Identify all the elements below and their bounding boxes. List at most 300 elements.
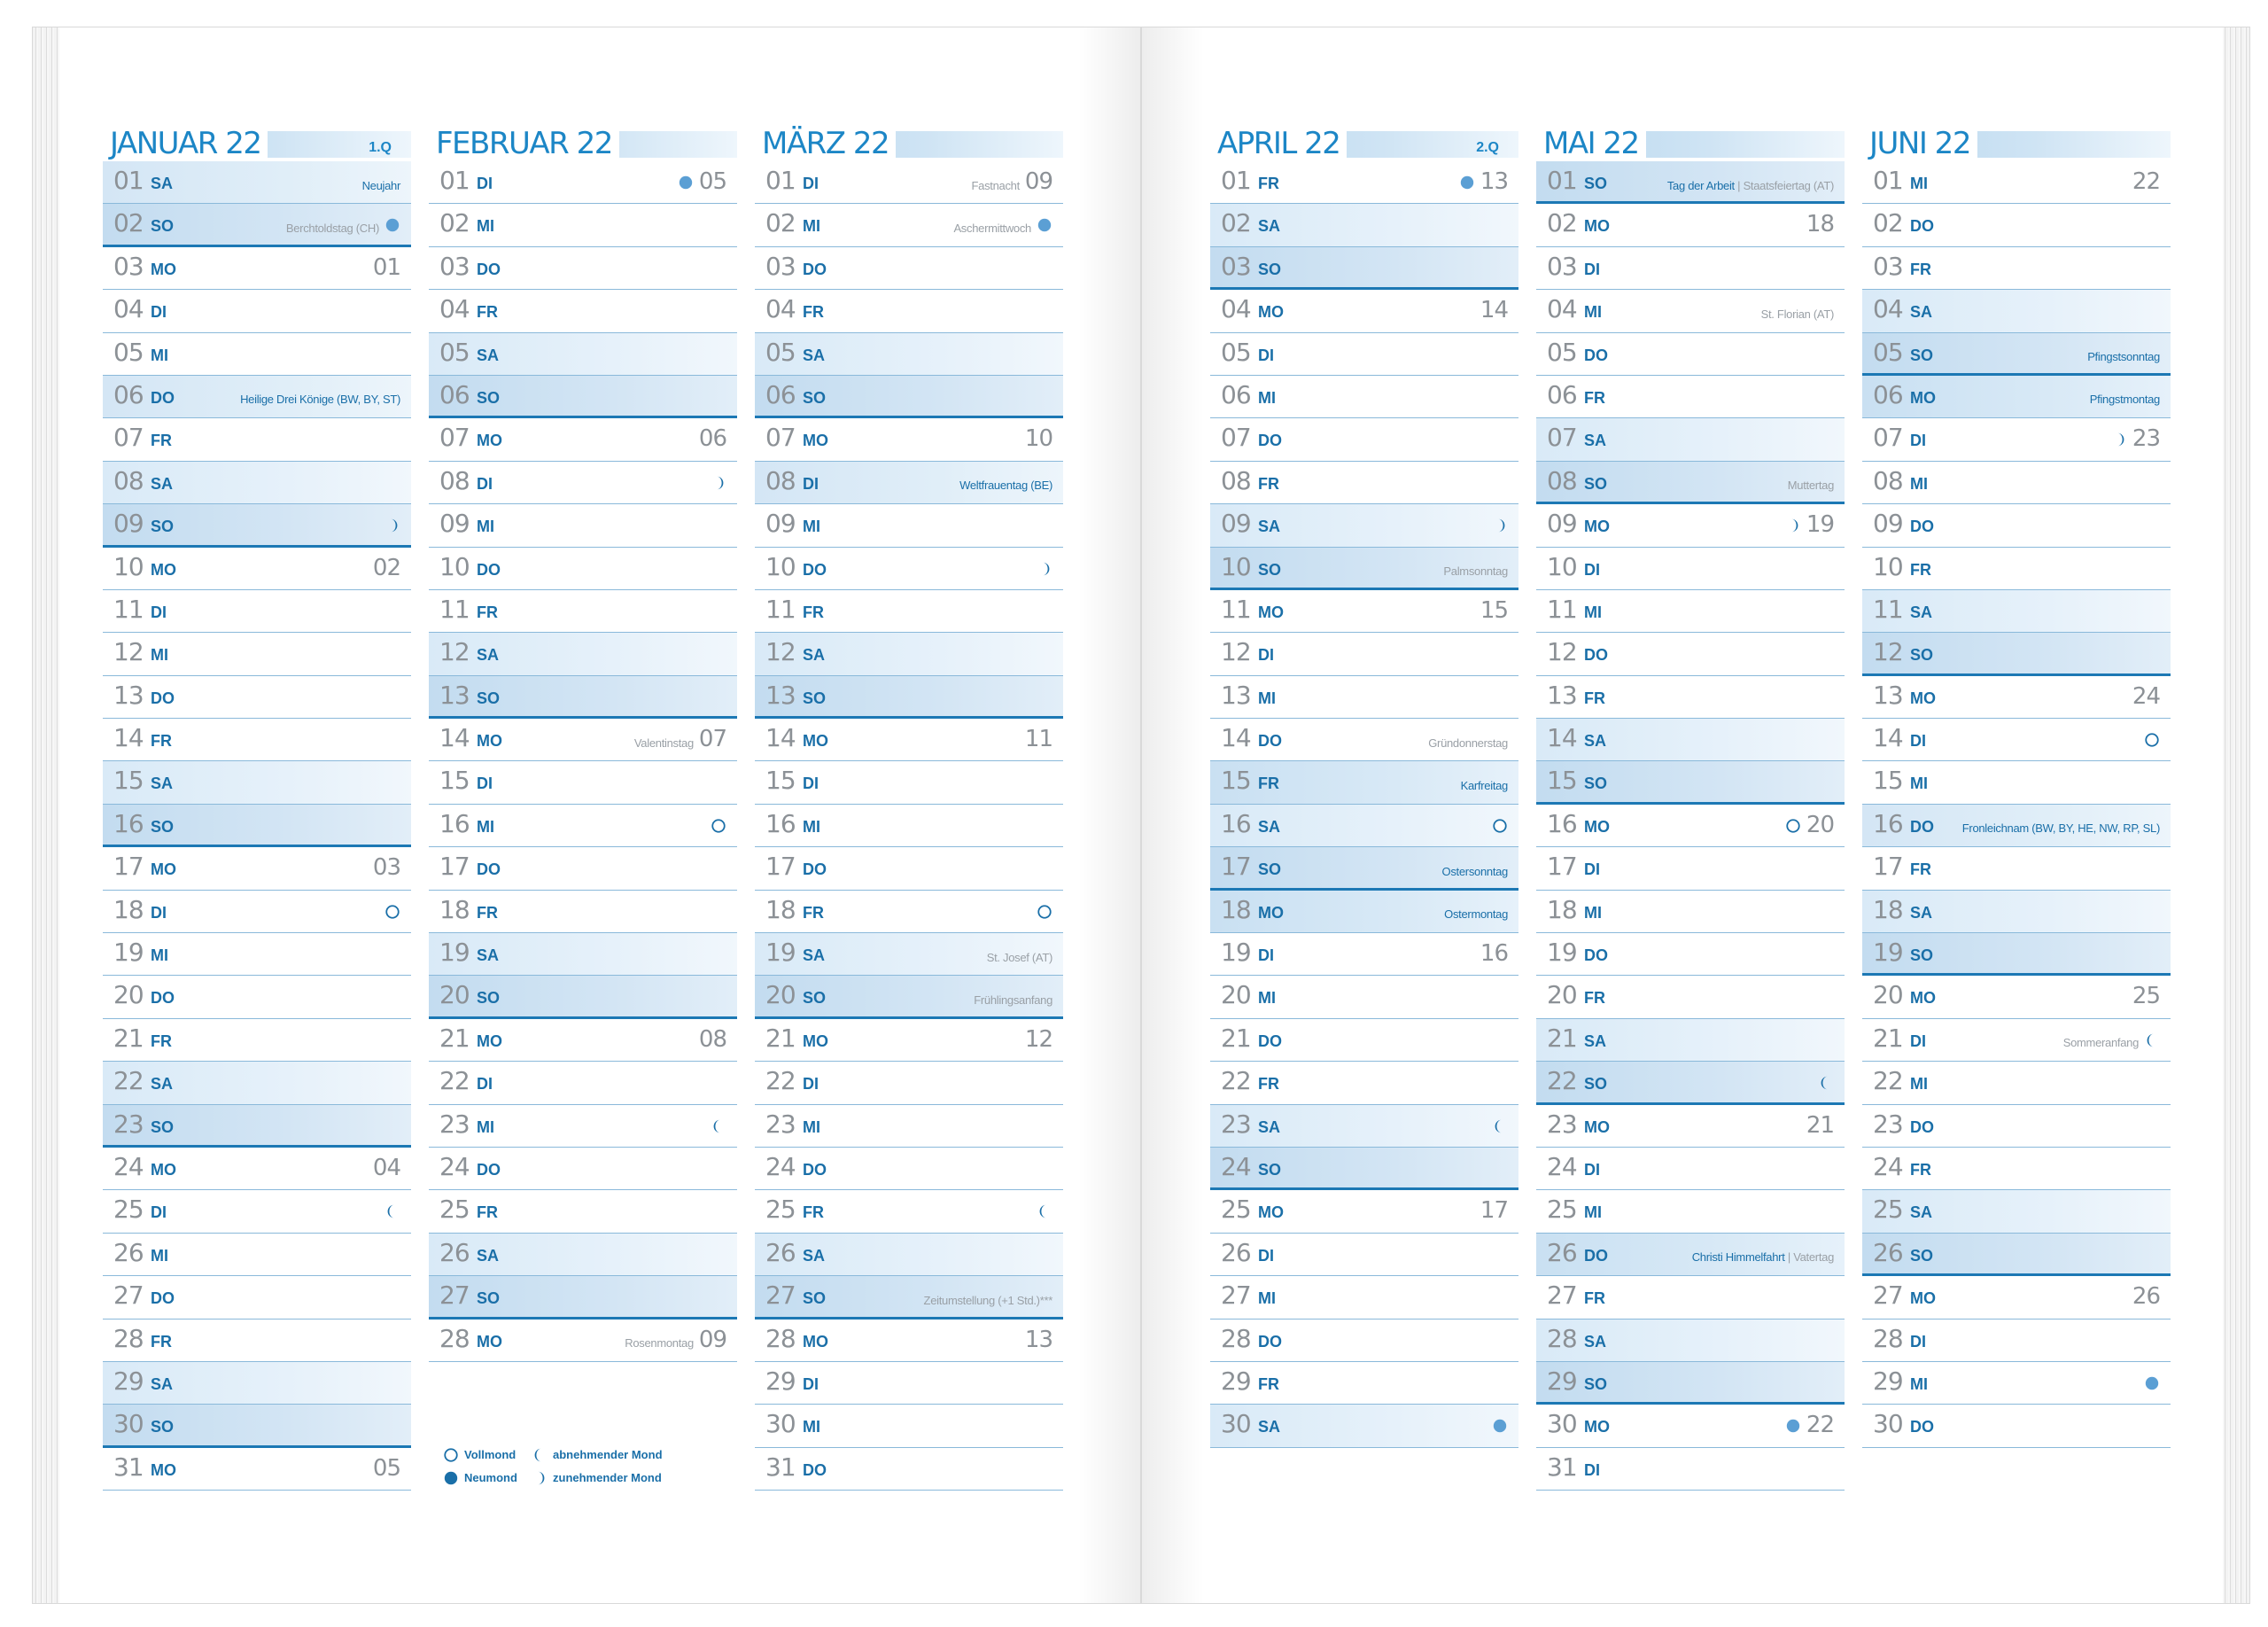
weekday-label: FR	[1258, 1374, 1279, 1393]
calendar-week-number: 04	[372, 1154, 400, 1181]
day-number: 12	[1873, 637, 1903, 667]
day-row	[1210, 761, 1518, 804]
new-moon-icon	[678, 175, 694, 191]
day-row	[1536, 333, 1845, 376]
day-number: 11	[1221, 594, 1251, 624]
day-annotations	[1692, 1236, 1834, 1272]
day-row	[103, 891, 411, 933]
weekday-label: MI	[1910, 1374, 1928, 1393]
weekday-label: MO	[477, 432, 502, 450]
holiday-note	[1667, 179, 1834, 192]
weekday-label: MI	[477, 817, 494, 836]
day-row	[1536, 891, 1845, 933]
weekday-label: MO	[1584, 1418, 1610, 1436]
day-number: 31	[765, 1452, 796, 1482]
day-row	[755, 376, 1063, 418]
gutter-shadow	[1142, 27, 1204, 1603]
day-number: 08	[1221, 465, 1251, 495]
day-row	[1536, 504, 1845, 547]
day-number: 31	[1547, 1452, 1577, 1482]
weekday-label: SA	[1258, 518, 1281, 536]
day-annotations	[373, 250, 400, 285]
calendar-week-number: 13	[1024, 1326, 1052, 1353]
day-row	[1210, 1062, 1518, 1104]
calendar-week-number: 05	[372, 1454, 400, 1482]
calendar-week-number: 20	[1806, 811, 1834, 838]
day-annotations	[924, 1279, 1052, 1314]
waxing-moon-icon	[1037, 561, 1052, 577]
weekday-label: DO	[803, 1160, 827, 1179]
weekday-label: SO	[1584, 1374, 1608, 1393]
day-number: 01	[1221, 166, 1251, 195]
waxing-moon-icon	[384, 518, 400, 533]
weekday-label: DI	[1910, 432, 1926, 450]
day-row	[1536, 1148, 1845, 1190]
holiday-note	[974, 993, 1052, 1007]
day-annotations	[699, 1022, 726, 1057]
calendar-week-number: 16	[1480, 940, 1508, 968]
day-annotations	[1788, 464, 1834, 500]
day-row	[1862, 247, 2171, 290]
day-row	[1210, 548, 1518, 590]
weekday-label: DO	[151, 689, 175, 707]
weekday-label: FR	[1910, 1160, 1931, 1179]
weekday-label: MO	[151, 1460, 176, 1479]
weekday-label: FR	[1584, 989, 1605, 1008]
day-row	[429, 1105, 737, 1148]
day-number: 16	[765, 808, 796, 838]
day-number: 29	[765, 1366, 796, 1396]
waning-moon-icon	[1818, 1075, 1834, 1091]
weekday-label: DI	[803, 474, 819, 493]
day-number: 11	[113, 594, 144, 624]
day-number: 24	[439, 1151, 470, 1181]
day-row	[1862, 847, 2171, 890]
day-row	[1862, 676, 2171, 719]
weekday-label: SO	[477, 1289, 501, 1308]
waning-moon-icon	[1492, 1118, 1508, 1134]
weekday-label: DI	[803, 1374, 819, 1393]
calendar-week-number: 06	[698, 425, 726, 453]
day-number: 07	[1221, 423, 1251, 453]
day-row	[755, 290, 1063, 332]
moon-legend	[443, 1446, 709, 1499]
day-number: 01	[439, 166, 470, 195]
day-row	[755, 847, 1063, 890]
holiday-name: Christi Himmelfahrt	[1691, 1250, 1785, 1265]
day-row	[1536, 1362, 1845, 1405]
day-number: 19	[765, 938, 796, 968]
day-number: 03	[1221, 251, 1251, 281]
day-row	[429, 976, 737, 1018]
day-number: 06	[765, 379, 796, 409]
day-number: 30	[1221, 1409, 1251, 1439]
day-row	[103, 933, 411, 976]
day-number: 07	[439, 423, 470, 453]
day-number: 09	[765, 509, 796, 539]
weekday-label: DO	[151, 1289, 175, 1308]
day-number: 08	[439, 465, 470, 495]
day-annotations	[1480, 1193, 1508, 1228]
calendar-week-number: 02	[372, 554, 400, 581]
day-number: 10	[1873, 551, 1903, 581]
calendar-week-number: 13	[1480, 168, 1508, 195]
day-number: 21	[1221, 1023, 1251, 1053]
weekday-label: DO	[1258, 1332, 1282, 1351]
weekday-label: MI	[151, 1246, 168, 1265]
weekday-label: DO	[1910, 1117, 1934, 1136]
day-number: 04	[1221, 294, 1251, 324]
day-annotations	[1025, 1022, 1052, 1057]
day-row	[1862, 805, 2171, 847]
day-number: 27	[1547, 1281, 1577, 1311]
day-number: 26	[765, 1237, 796, 1267]
day-annotations	[1025, 421, 1052, 456]
day-number: 27	[765, 1281, 796, 1311]
calendar-week-number: 05	[698, 168, 726, 195]
day-row	[1210, 1276, 1518, 1319]
day-row	[1536, 1019, 1845, 1062]
holiday-note	[1461, 779, 1508, 792]
new-moon-icon	[1785, 1418, 1801, 1434]
holiday-name: Fastnacht	[971, 178, 1020, 192]
day-row	[429, 1148, 737, 1190]
weekday-label: SO	[1258, 1160, 1282, 1179]
day-annotations	[2132, 164, 2160, 199]
day-number: 09	[439, 509, 470, 539]
waxing-moon-icon	[532, 1470, 548, 1486]
day-row	[1862, 891, 2171, 933]
waning-moon-icon	[384, 1203, 400, 1219]
calendar-week-number: 17	[1480, 1197, 1508, 1225]
day-annotations	[240, 378, 400, 414]
weekday-label: MO	[1910, 388, 1936, 407]
day-number: 30	[765, 1409, 796, 1439]
day-number: 03	[113, 251, 144, 281]
day-annotations	[699, 421, 726, 456]
day-annotations	[373, 850, 400, 885]
day-row	[1862, 1148, 2171, 1190]
day-row	[1210, 891, 1518, 933]
day-number: 25	[113, 1195, 144, 1225]
new-moon-icon	[443, 1470, 459, 1486]
day-row	[429, 333, 737, 376]
day-annotations	[953, 206, 1052, 242]
day-row	[1862, 290, 2171, 332]
month-column	[1210, 97, 1518, 1448]
weekday-label: FR	[477, 903, 498, 922]
day-row	[103, 161, 411, 204]
weekday-label: SO	[1258, 860, 1282, 879]
weekday-label: DO	[1258, 732, 1282, 751]
day-row	[755, 633, 1063, 675]
weekday-label: FR	[1584, 1289, 1605, 1308]
day-row	[103, 504, 411, 547]
weekday-label: SA	[151, 1374, 174, 1393]
day-row	[103, 1148, 411, 1190]
day-row	[755, 418, 1063, 461]
day-row	[103, 204, 411, 246]
holiday-name: Fronleichnam (BW, BY, HE, NW, RP, SL)	[1961, 821, 2160, 836]
day-row	[1210, 590, 1518, 633]
weekday-label: MO	[477, 1031, 502, 1050]
day-number: 02	[1221, 208, 1251, 238]
day-annotations	[2132, 1279, 2160, 1314]
weekday-label: MI	[477, 518, 494, 536]
weekday-label: MI	[1584, 1203, 1602, 1222]
day-row	[1536, 247, 1845, 290]
day-number: 06	[113, 379, 144, 409]
day-number: 24	[765, 1151, 796, 1181]
holiday-note	[1443, 564, 1508, 578]
day-number: 06	[1873, 379, 1903, 409]
day-annotations	[1492, 507, 1508, 542]
weekday-label: DI	[1258, 946, 1274, 965]
weekday-label: SA	[151, 1075, 174, 1094]
day-row	[755, 1190, 1063, 1233]
weekday-label: MI	[803, 1418, 820, 1436]
new-moon-icon	[1037, 217, 1052, 233]
note-separator: |	[1784, 1250, 1794, 1265]
weekday-label: MO	[477, 1332, 502, 1351]
weekday-label: DO	[803, 260, 827, 278]
legend-new-moon	[443, 1469, 517, 1485]
day-row	[1210, 633, 1518, 675]
day-number: 11	[1547, 594, 1577, 624]
day-row	[103, 1190, 411, 1233]
holiday-note	[1788, 479, 1834, 492]
day-number: 23	[1873, 1109, 1903, 1139]
day-number: 10	[765, 551, 796, 581]
day-annotations	[1806, 206, 1834, 242]
holiday-note	[1761, 307, 1834, 321]
day-annotations	[974, 978, 1052, 1014]
month-column	[429, 97, 737, 1362]
weekday-label: MO	[1584, 217, 1610, 236]
day-row	[755, 1148, 1063, 1190]
weekday-label: DO	[1584, 346, 1608, 364]
day-number: 01	[113, 166, 144, 195]
weekday-label: SO	[1584, 775, 1608, 793]
weekday-label: MO	[1910, 689, 1936, 707]
weekday-label: FR	[1258, 175, 1279, 192]
waxing-moon-icon	[2111, 432, 2127, 448]
weekday-label: MI	[151, 646, 168, 665]
day-number: 14	[113, 723, 144, 753]
legend-label: Neumond	[464, 1470, 517, 1484]
weekday-label: SO	[803, 1289, 827, 1308]
day-row	[755, 1405, 1063, 1447]
day-row	[1210, 847, 1518, 890]
day-number: 16	[1547, 808, 1577, 838]
day-row	[103, 1362, 411, 1405]
day-number: 15	[1221, 766, 1251, 796]
day-number: 20	[765, 980, 796, 1010]
day-annotations	[1037, 1193, 1052, 1228]
day-number: 09	[1547, 509, 1577, 539]
day-annotations	[373, 550, 400, 586]
day-row	[103, 376, 411, 418]
holiday-note	[362, 179, 400, 192]
day-number: 22	[1221, 1066, 1251, 1096]
day-number: 25	[439, 1195, 470, 1225]
day-row	[1536, 933, 1845, 976]
day-row	[1862, 504, 2171, 547]
day-row	[103, 1062, 411, 1104]
day-row	[1536, 1105, 1845, 1148]
day-row	[1536, 676, 1845, 719]
weekday-label: MO	[803, 732, 828, 751]
weekday-label: MO	[803, 432, 828, 450]
holiday-note	[1428, 736, 1508, 750]
holiday-name: Frühlingsanfang	[974, 993, 1052, 1007]
weekday-label: MO	[1910, 989, 1936, 1008]
day-row	[1536, 976, 1845, 1018]
day-row	[429, 761, 737, 804]
day-annotations	[625, 1322, 726, 1358]
day-row	[1210, 976, 1518, 1018]
day-number: 07	[1873, 423, 1903, 453]
weekday-label: DI	[151, 1203, 167, 1222]
day-row	[1536, 805, 1845, 847]
weekday-label: FR	[1258, 1075, 1279, 1094]
weekday-label: DI	[1584, 560, 1600, 579]
weekday-label: DI	[1258, 646, 1274, 665]
day-number: 10	[1221, 551, 1251, 581]
day-row	[103, 548, 411, 590]
day-number: 16	[1873, 808, 1903, 838]
day-number: 04	[439, 294, 470, 324]
holiday-note	[959, 479, 1052, 492]
weekday-label: DO	[1258, 432, 1282, 450]
day-row	[103, 462, 411, 504]
day-number: 14	[1873, 723, 1903, 753]
day-number: 25	[1221, 1195, 1251, 1225]
day-annotations	[1492, 1108, 1508, 1143]
day-row	[1210, 676, 1518, 719]
weekday-label: SA	[1258, 217, 1281, 236]
month-header	[1536, 97, 1845, 161]
calendar-week-number: 22	[1806, 1412, 1834, 1439]
day-number: 07	[765, 423, 796, 453]
day-number: 27	[1221, 1281, 1251, 1311]
day-annotations	[384, 893, 400, 929]
holiday-name-secondary: Staatsfeiertag (AT)	[1743, 178, 1834, 192]
day-row	[1536, 161, 1845, 204]
day-number: 27	[113, 1281, 144, 1311]
day-row	[755, 1448, 1063, 1491]
day-row	[1862, 590, 2171, 633]
holiday-name: Sommeranfang	[2062, 1036, 2139, 1050]
weekday-label: SO	[477, 388, 501, 407]
day-row	[1210, 161, 1518, 204]
day-row	[429, 891, 737, 933]
day-row	[1536, 847, 1845, 890]
day-row	[103, 719, 411, 761]
weekday-label: MI	[803, 1117, 820, 1136]
day-row	[1536, 761, 1845, 804]
day-number: 18	[1221, 894, 1251, 924]
day-number: 13	[113, 680, 144, 710]
weekday-label: DI	[151, 903, 167, 922]
weekday-label: MI	[1910, 1075, 1928, 1094]
weekday-label: MI	[803, 217, 820, 236]
day-number: 14	[1221, 723, 1251, 753]
holiday-note	[953, 222, 1031, 235]
day-number: 26	[113, 1237, 144, 1267]
weekday-label: SA	[477, 946, 500, 965]
weekday-label: DI	[1258, 1246, 1274, 1265]
weekday-label: SO	[1910, 946, 1934, 965]
day-number: 20	[113, 980, 144, 1010]
day-number: 28	[439, 1323, 470, 1353]
day-number: 12	[439, 637, 470, 667]
weekday-label: MO	[1584, 817, 1610, 836]
day-row	[755, 891, 1063, 933]
day-annotations	[2063, 1022, 2160, 1057]
day-number: 24	[113, 1151, 144, 1181]
waxing-moon-icon	[1492, 518, 1508, 533]
day-row	[1210, 204, 1518, 246]
day-number: 16	[1221, 808, 1251, 838]
day-number: 13	[1547, 680, 1577, 710]
holiday-note	[972, 179, 1020, 192]
weekday-label: FR	[477, 303, 498, 322]
day-row	[1862, 462, 2171, 504]
day-annotations	[2087, 336, 2160, 371]
weekday-label: FR	[1584, 689, 1605, 707]
full-moon-icon	[443, 1447, 459, 1463]
full-moon-icon	[711, 818, 726, 834]
day-row	[1862, 1190, 2171, 1233]
day-row	[755, 462, 1063, 504]
day-number: 07	[113, 423, 144, 453]
weekday-label: SA	[1910, 603, 1933, 621]
day-number: 26	[1547, 1237, 1577, 1267]
day-number: 23	[1547, 1109, 1577, 1139]
day-row	[1862, 1062, 2171, 1104]
weekday-label: SO	[151, 217, 175, 236]
day-number: 13	[765, 680, 796, 710]
weekday-label: SA	[477, 646, 500, 665]
weekday-label: MI	[1258, 689, 1276, 707]
day-annotations	[384, 1193, 400, 1228]
weekday-label: SA	[1584, 732, 1607, 751]
day-number: 28	[1547, 1323, 1577, 1353]
weekday-label: SA	[1910, 1203, 1933, 1222]
day-annotations	[1025, 721, 1052, 757]
day-row	[1210, 333, 1518, 376]
day-annotations	[1480, 936, 1508, 971]
day-number: 21	[439, 1023, 470, 1053]
holiday-name: Heilige Drei Könige (BW, BY, ST)	[240, 393, 400, 407]
day-number: 23	[765, 1109, 796, 1139]
holiday-name: St. Florian (AT)	[1760, 307, 1834, 321]
weekday-label: MI	[1910, 775, 1928, 793]
holiday-name: Pfingstsonntag	[2087, 350, 2160, 364]
holiday-name: Tag der Arbeit	[1666, 178, 1735, 192]
day-number: 31	[113, 1452, 144, 1482]
day-number: 08	[765, 465, 796, 495]
day-annotations	[1785, 1407, 1834, 1443]
day-number: 13	[439, 680, 470, 710]
holiday-name: Aschermittwoch	[953, 221, 1031, 235]
holiday-note	[924, 1294, 1052, 1307]
day-number: 15	[1547, 766, 1577, 796]
day-number: 15	[1873, 766, 1903, 796]
day-number: 04	[113, 294, 144, 324]
calendar-week-number: 12	[1024, 1025, 1052, 1053]
